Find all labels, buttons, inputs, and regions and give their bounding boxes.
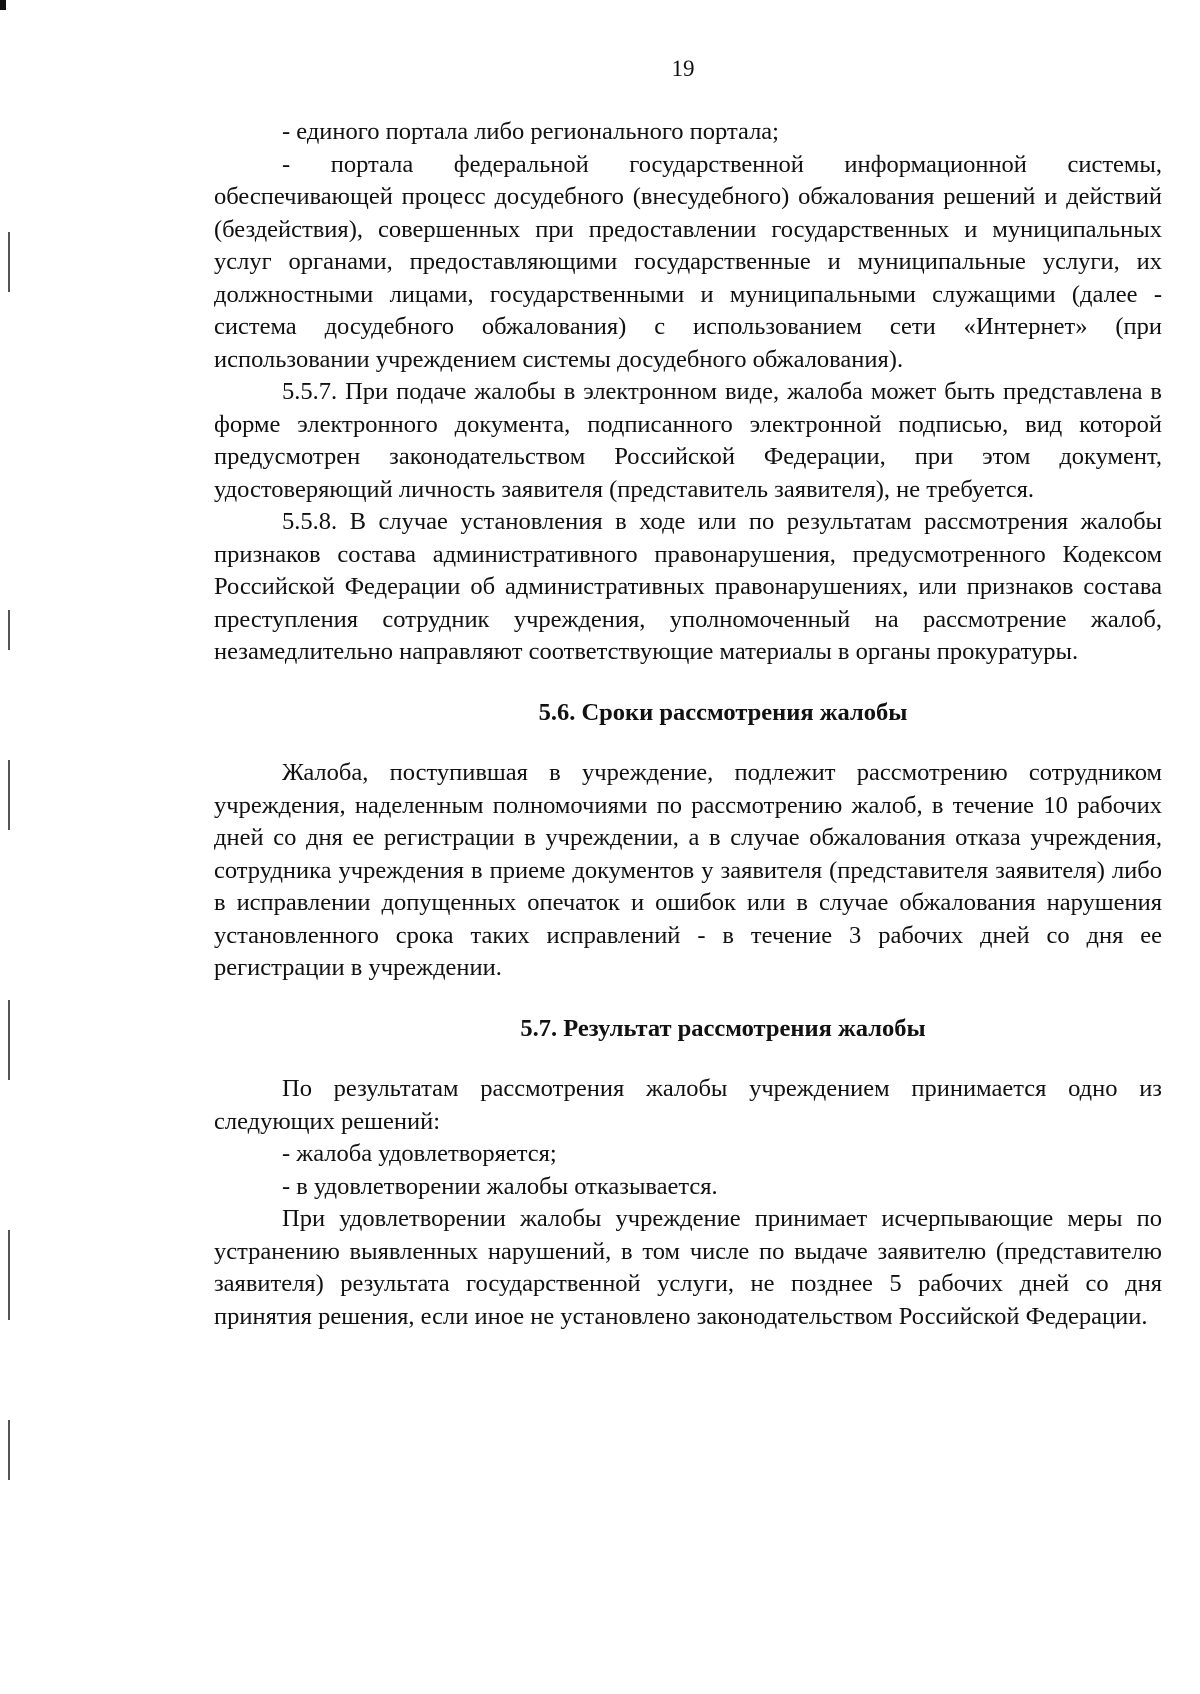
paragraph: - единого портала либо регионального портала;: [282, 118, 779, 145]
scan-edge-mark: [8, 1000, 10, 1080]
scan-edge-mark: [8, 232, 10, 292]
scan-corner-mark: [0, 0, 6, 10]
scan-edge-mark: [8, 1420, 10, 1480]
scan-edge-mark: [8, 610, 10, 650]
document-body: [214, 116, 1162, 1333]
section-heading: 5.7. Результат рассмотрения жалобы: [520, 1014, 926, 1042]
paragraph: Жалоба, поступившая в учреждение, подлежит рассмотрению сотрудником учреждения, наделенным полномочиями по рассмотрению жалоб, в течение 10 рабочих дней со дня ее регистрации в учреждении, а в случае обжалования отказа учреждения, сотрудника учреждения в приеме документов у заявителя (представителя заявителя) либо в исправлении допущенных опечаток и ошибок или в случае обжалования нарушения установленного срока таких исправлений - в течение 3 рабочих дней со дня ее регистрации в учреждении.: [214, 759, 1162, 981]
scan-edge-mark: [8, 1230, 10, 1320]
list-item: - в удовлетворении жалобы отказывается.: [282, 1172, 718, 1200]
list-item: - жалоба удовлетворяется;: [282, 1140, 557, 1167]
paragraph: При удовлетворении жалобы учреждение принимает исчерпывающие меры по устранению выявленных нарушений, в том числе по выдаче заявителю (представителю заявителя) результата государственной услуги, не позднее 5 рабочих дней со дня принятия решения, если иное не установлено законодательством Российской Федерации.: [214, 1205, 1162, 1330]
scan-edge-mark: [8, 760, 10, 830]
page-number: 19: [671, 56, 695, 81]
paragraph: - портала федеральной государственной информационной системы, обеспечивающей процесс досудебного (внесудебного) обжалования решений и действий (бездействия), совершенных при предоставлении государственных и муниципальных услуг органами, предоставляющими государственные и муниципальные услуги, их должностными лицами, государственными и муниципальными служащими (далее - система досудебного обжалования) с использованием сети «Интернет» (при использовании учреждением системы досудебного обжалования).: [214, 150, 1162, 373]
paragraph: 5.5.7. При подаче жалобы в электронном виде, жалоба может быть представлена в форме электронного документа, подписанного электронной подписью, вид которой предусмотрен законодательством Российской Федерации, при этом документ, удостоверяющий личность заявителя (представитель заявителя), не требуется.: [214, 378, 1162, 503]
paragraph: 5.5.8. В случае установления в ходе или по результатам рассмотрения жалобы признаков состава административного правонарушения, предусмотренного Кодексом Российской Федерации об административных правонарушениях, или признаков состава преступления сотрудник учреждения, уполномоченный на рассмотрение жалоб, незамедлительно направляют соответствующие материалы в органы прокуратуры.: [214, 508, 1162, 665]
section-heading: 5.6. Сроки рассмотрения жалобы: [538, 698, 908, 726]
paragraph: По результатам рассмотрения жалобы учреждением принимается одно из следующих решений:: [214, 1075, 1162, 1135]
